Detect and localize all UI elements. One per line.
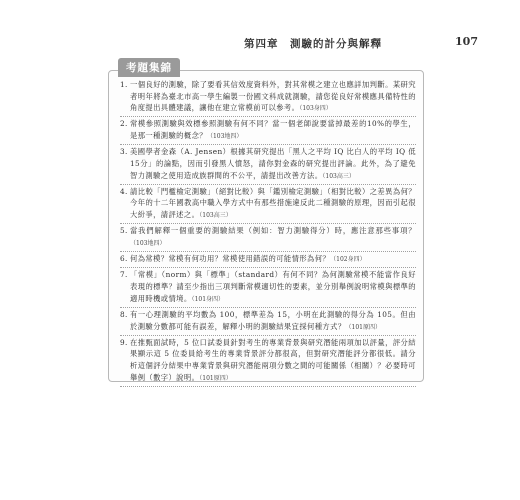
question-text: 有一心理測驗的平均數為 100，標準差為 15，小明在此測驗的得分為 105。但由於測驗分數都可能有誤差，解釋小明的測驗結果宜採何種方式？ [130,309,416,331]
question-text: 請比較「門檻檢定測驗」（絕對比較）與「鑑別檢定測驗」（相對比較）之差異為何？今年的十二年國教高中職入學方式中有那些措施違反此二種測驗的原理，因而引起很大紛爭，請評述之。 [130,186,416,219]
question-source: （103地四） [206,133,243,141]
question-source: （101原四） [345,323,381,331]
question-number: 3. [120,147,128,157]
question-source: （103身四） [299,105,332,113]
question-source: （103高三） [199,212,232,219]
question-text: 當我們解釋一個重要的測驗結果（例如：智力測驗得分）時，應注意那些事項？ [130,226,416,236]
running-header [0,36,500,54]
question-number: 2. [120,119,128,129]
question-source: （101身四） [191,295,225,303]
question-text: 美國學者金森（A. Jensen）根據其研究提出「黑人之平均 IQ 比白人的平均 IQ 低 15分」的論點，因而引發黑人憤怒，請你對金森的研究提出評論。此外，為了避免智力測驗之使用造成族群間的不公平，請提出改善方法。 [130,147,416,180]
question-text: 常模參照測驗與效標參照測驗有何不同？當一個老師說要當掉最差的10%的學生，是那一種測驗的概念？ [130,119,416,141]
question-number: 1. [120,80,128,89]
question-text: 「常模」（norm）與「標準」（standard）有何不同？為何測驗常模不能當作良好表現的標準？請至少指出三項判斷常模適切性的要素，並分別舉例說明常模與標準的適用時機或情境。 [130,270,416,303]
question-item [120,337,416,387]
question-item [120,79,416,117]
question-item [120,186,416,224]
question-source: （103地四） [130,239,166,247]
question-number: 7. [120,270,128,280]
question-source: （103高三） [322,172,355,180]
question-number: 6. [120,254,128,264]
question-number: 4. [120,186,128,196]
chapter-title: 第四章 測驗的計分與解釋 [244,38,382,50]
question-text: 一個良好的測驗，除了要看其信效度資料外，對其常模之建立也應詳加判斷。某研究者明年將為臺北市高一學生編製一份國文科成就測驗，請您從良好常模應具備特性的角度提出具體建議，讓他在建立常模前可以參考。 [130,80,416,113]
question-item [120,118,416,145]
question-item [120,309,416,336]
question-number: 5. [120,226,128,236]
question-item [120,253,416,268]
question-list [120,79,416,388]
section-title: 考題集錦 [118,58,180,77]
question-number: 8. [120,309,128,319]
question-item [120,146,416,184]
question-source: （102身四） [330,256,366,264]
question-number: 9. [120,337,128,347]
question-text: 何為常模？常模有何功用？常模使用錯誤的可能情形為何？ [130,254,331,264]
question-item [120,269,416,307]
question-item [120,225,416,252]
question-text: 在推甄面試時，5 位口試委員針對考生的專業背景與研究潛能兩項加以評量，評分結果顯示這 5 位委員給考生的專業背景評分都很高，但對研究潛能評分都很低。請分析這個評分結果中專業背景與研究潛能兩項分數之間的可能關係（相關）？必要時可舉例（數字）說明。 [130,337,416,382]
question-source: （101原四） [199,374,232,382]
page-number: 107 [455,35,478,48]
